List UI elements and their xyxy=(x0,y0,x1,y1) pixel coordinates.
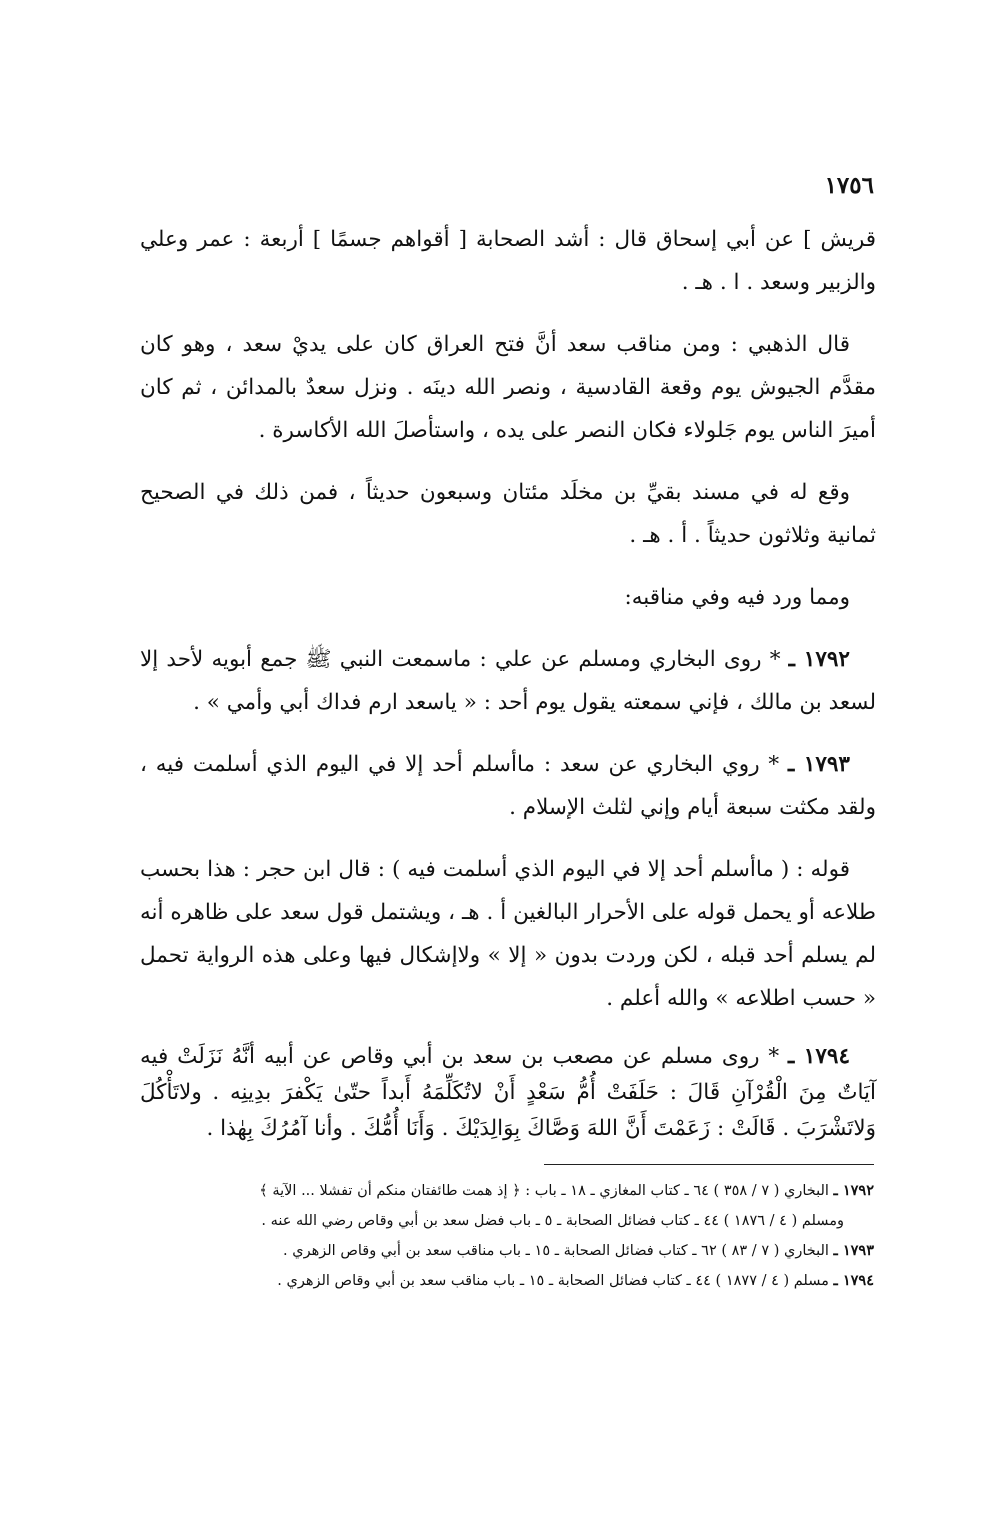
footnote-text: البخاري ( ٧ / ٨٣ ) ٦٢ ـ كتاب فضائل الصحابة ـ ١٥ ـ باب مناقب سعد بن أبي وقاص الزهري . xyxy=(283,1243,829,1259)
footnote-number: ١٧٩٣ ـ xyxy=(833,1242,874,1259)
footnote-divider xyxy=(544,1164,874,1165)
paragraph-commentary xyxy=(140,848,876,1020)
footnote-1792 xyxy=(134,1176,874,1206)
paragraph-text: قريش ] عن أبي إسحاق قال : أشد الصحابة [ أقواهم جسمًا ] أربعة : عمر وعلي والزبير وسعد . ا . هـ . xyxy=(140,227,876,295)
paragraph-text: وقع له في مسند بقيِّ بن مخلَد مئتان وسبعون حديثاً ، فمن ذلك في الصحيح ثمانية وثلاثون حديثاً . أ . هـ . xyxy=(140,480,876,548)
footnote-1792-continuation xyxy=(134,1206,874,1236)
footnotes xyxy=(134,1176,874,1296)
paragraph-text: قال الذهبي : ومن مناقب سعد أنَّ فتح العراق كان على يديْ سعد ، وهو كان مقدَّم الجيوش يوم وقعة القادسية ، ونصر الله دينَه . ونزل سعدٌ بالمدائن ، ثم كان أميرَ الناس يوم جَلولاء فكان النصر على يده ، واستأصلَ الله الأكاسرة . xyxy=(140,332,876,443)
footnote-1793 xyxy=(134,1236,874,1266)
footnote-text: ومسلم ( ٤ / ١٨٧٦ ) ٤٤ ـ كتاب فضائل الصحابة ـ ٥ ـ باب فضل سعد بن أبي وقاص رضي الله عنه . xyxy=(261,1213,844,1229)
hadith-1792 xyxy=(140,638,876,724)
hadith-text: * روى البخاري ومسلم عن علي : ماسمعت النبي ﷺ جمع أبويه لأحد إلا لسعد بن مالك ، فإني سمعته يقول يوم أحد : « ياسعد ارم فداك أبي وأمي » . xyxy=(140,647,876,715)
paragraph-dhahabi xyxy=(140,323,876,452)
hadith-1793 xyxy=(140,743,876,829)
footnote-1794 xyxy=(134,1266,874,1296)
page-number: ١٧٥٦ xyxy=(824,172,874,199)
paragraph-continuation xyxy=(140,218,876,304)
footnote-number: ١٧٩٢ ـ xyxy=(833,1182,874,1199)
footnote-text: البخاري ( ٧ / ٣٥٨ ) ٦٤ ـ كتاب المغازي ـ ١٨ ـ باب : ﴿ إذ همت طائفتان منكم أن تفشلا ... الآية ﴾ xyxy=(259,1183,829,1199)
hadith-number: ١٧٩٣ ـ xyxy=(788,752,850,777)
paragraph-text: قوله : ( ماأسلم أحد إلا في اليوم الذي أسلمت فيه ) : قال ابن حجر : هذا بحسب طلاعه أو يحمل قوله على الأحرار البالغين أ . هـ ، ويشتمل قول سعد على ظاهره أنه لم يسلم أحد قبله ، لكن وردت بدون « إلا » ولاإشكال فيها وعلى هذه الرواية تحمل « حسب اطلاعه » والله أعلم . xyxy=(140,857,876,1011)
footnote-number: ١٧٩٤ ـ xyxy=(833,1272,874,1289)
paragraph-text: ومما ورد فيه وفي مناقبه: xyxy=(624,585,850,610)
paragraph-intro xyxy=(140,576,876,619)
main-text xyxy=(140,218,876,1166)
hadith-text: * روي البخاري عن سعد : ماأسلم أحد إلا في اليوم الذي أسلمت فيه ، ولقد مكثت سبعة أيام وإني لثلث الإسلام . xyxy=(140,752,876,820)
hadith-number: ١٧٩٢ ـ xyxy=(788,647,850,672)
footnote-text: مسلم ( ٤ / ١٨٧٧ ) ٤٤ ـ كتاب فضائل الصحابة ـ ١٥ ـ باب مناقب سعد بن أبي وقاص الزهري . xyxy=(277,1273,829,1289)
paragraph-musnad xyxy=(140,471,876,557)
hadith-1794 xyxy=(140,1039,876,1147)
hadith-number: ١٧٩٤ ـ xyxy=(787,1044,850,1069)
hadith-text: * روى مسلم عن مصعب بن سعد بن أبي وقاص عن أبيه أنَّهُ نَزَلَتْ فيه آيَاتٌ مِنَ الْقُرْآنِ قَالَ : حَلَفَتْ أُمُّ سَعْدٍ أَنْ لاتُكَلِّمَهُ أَبداً حتّىٰ يَكْفرَ بدِينِه . ولاتَأْكُلَ وَلاتَشْرَبَ . قَالَتْ : زَعَمْتَ أَنَّ اللهَ وَصَّاكَ بِوَالِدَيْكَ . وَأَنَا أُمُّكَ . وأنا آمُرُكَ بِهٰذا . xyxy=(140,1044,876,1141)
